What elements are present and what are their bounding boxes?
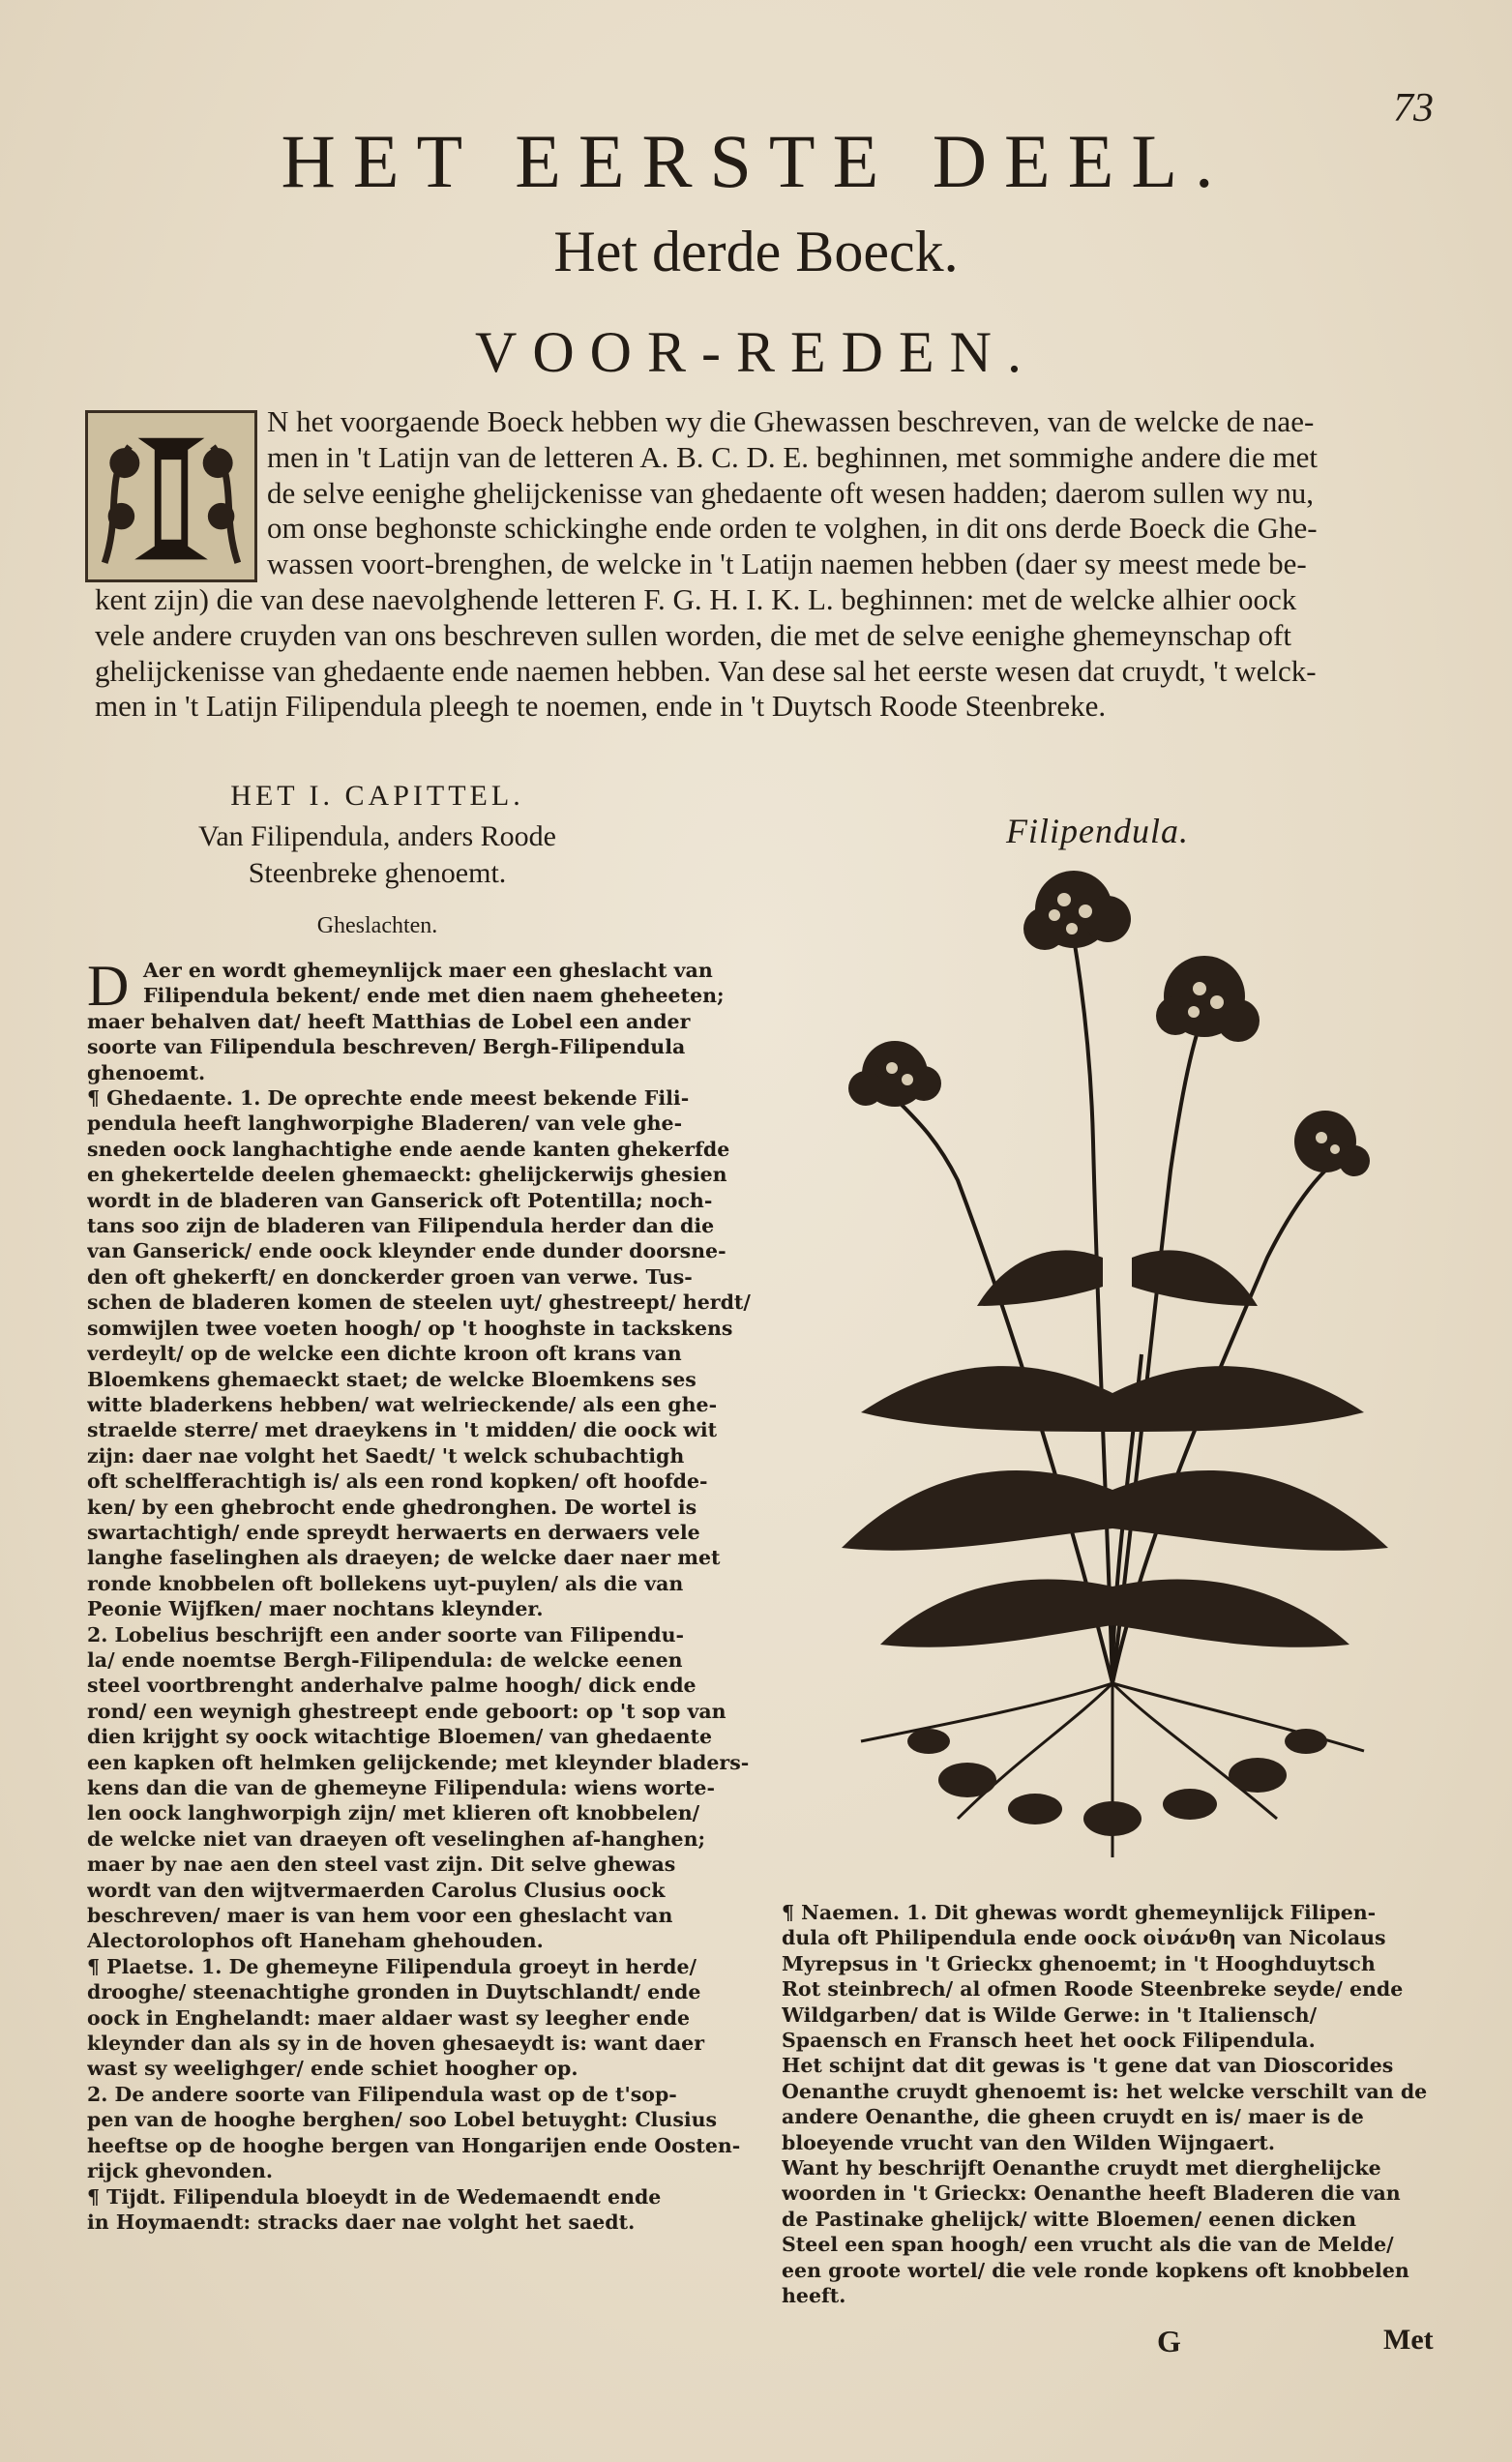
text-line: ¶ Plaetse. 1. De ghemeyne Filipendula groeyt in herde/ [87,1954,697,1978]
text-line: somwijlen twee voeten hoogh/ op 't hooghste in tackskens [87,1316,733,1340]
text-line: wordt in de bladeren van Ganserick oft Potentilla; noch- [87,1188,713,1212]
text-line: 2. Lobelius beschrijft een ander soorte van Filipendu- [87,1622,685,1646]
text-line: kens dan die van de ghemeyne Filipendula: wiens worte- [87,1776,715,1799]
text-line: beschreven/ maer is van hem voor een gheslacht van [87,1904,673,1928]
preface-paragraph [95,404,1459,725]
text-line: de welcke niet van draeyen oft veselinghen af-hanghen; [87,1826,706,1851]
text-line: witte bladerkens hebben/ wat welrieckende/ als een ghe- [87,1392,718,1416]
text-line: Filipendula bekent/ ende met dien naem gheheeten; [143,984,725,1008]
text-line: rond/ een weynigh ghestreept ende geboort: op 't sop van [87,1699,726,1723]
section-title: VOOR-REDEN. [475,320,1037,384]
book-title: Het derde Boeck. [553,220,959,283]
text-line: Peonie Wijfken/ maer nochtans kleynder. [87,1597,544,1621]
text-line: Bloemkens ghemaeckt staet; de welcke Bloemkens ses [87,1367,697,1391]
text-line: Oenanthe cruydt ghenoemt is: het welcke verschilt van de [782,2079,1428,2103]
chapter-title-line: Van Filipendula, anders Roode [198,820,556,852]
chapter-title [0,818,755,892]
text-line: van Ganserick/ ende oock kleynder ende dunder doorsne- [87,1239,726,1263]
text-line: rijck ghevonden. [87,2159,274,2183]
text-line: la/ ende noemtse Bergh-Filipendula: de welcke eenen [87,1647,683,1672]
text-line: Rot steinbrech/ al ofmen Roode Steenbreke seyde/ ende [782,1977,1404,2002]
text-line: ¶ Tijdt. Filipendula bloeydt in de Wedemaendt ende [87,2184,662,2209]
text-line: pen van de hooghe berghen/ soo Lobel betuyght: Clusius [87,2108,718,2132]
filipendula-woodcut-illustration [822,851,1403,1877]
preface-line: kent zijn) die van dese naevolghende letteren F. G. H. I. K. L. beghinnen: met de welcke alhier oock [95,581,1297,616]
text-line: Spaensch en Fransch heet het oock Filipendula. [782,2029,1316,2053]
signature-mark: G [1157,2324,1181,2358]
text-line: wast sy weelighger/ ende schiet hoogher op. [87,2057,578,2081]
text-line: bloeyende vrucht van den Wilden Wijngaert. [782,2130,1275,2154]
text-line: sneden oock langhachtighe ende aende kanten ghekerfde [87,1137,730,1161]
text-line: ghenoemt. [87,1060,206,1084]
chapter-heading: HET I. CAPITTEL. [230,780,524,812]
text-line: Steel een span hoogh/ een vrucht als die van de Melde/ [782,2233,1394,2257]
text-line: zijn: daer nae volght het Saedt/ 't welck schubachtigh [87,1443,685,1468]
text-line: Alectorolophos oft Haneham ghehouden. [87,1929,544,1953]
text-line: wordt van den wijtvermaerden Carolus Clusius oock [87,1878,666,1902]
text-line: langhe faselinghen als draeyen; de welcke daer naer met [87,1546,721,1570]
text-line: en ghekertelde deelen ghemaeckt: ghelijckerwijs ghesien [87,1163,727,1187]
drop-cap-letter: D [87,954,130,1018]
text-line: heeftse op de hooghe bergen van Hongarijen ende Oosten- [87,2133,741,2157]
text-line: een kapken oft helmken gelijckende; met kleynder bladers- [87,1750,750,1774]
preface-line: vele andere cruyden van ons beschreven sullen worden, die met de selve eenighe ghemeynschap oft [95,617,1291,652]
text-line: verdeylt/ op de welcke een dichte kroon oft krans van [87,1342,682,1366]
text-line: dula oft Philipendula ende oock οἰνάνθη van Nicolaus [782,1926,1386,1950]
preface-line: men in 't Latijn van de letteren A. B. C. D. E. beghinnen, met sommighe andere die met [267,439,1319,474]
text-line: ¶ Ghedaente. 1. De oprechte ende meest bekende Fili- [87,1086,690,1111]
figure-caption: Filipendula. [1006,812,1189,850]
page-number: 73 [1393,86,1434,131]
text-line: maer by nae aen den steel vast zijn. Dit selve ghewas [87,1853,676,1877]
text-line: den oft ghekerft/ en donckerder groen van verwe. Tus- [87,1264,693,1289]
text-line: pendula heeft langhworpighe Bladeren/ van vele ghe- [87,1112,683,1136]
text-line: woorden in 't Grieckx: Oenanthe heeft Bladeren die van [782,2181,1401,2206]
text-line: Het schijnt dat dit gewas is 't gene dat van Dioscorides [782,2054,1394,2078]
text-line: oock in Enghelandt: maer aldaer wast sy leegher ende [87,2005,690,2030]
text-line: Want hy beschrijft Oenanthe cruydt met dierghelijcke [782,2156,1381,2180]
preface-line: men in 't Latijn Filipendula pleegh te noemen, ende in 't Duytsch Roode Steenbreke. [95,689,1107,724]
text-line: ¶ Naemen. 1. Dit ghewas wordt ghemeynlijck Filipen- [782,1901,1377,1924]
text-line: maer behalven dat/ heeft Matthias de Lobel een ander [87,1009,691,1033]
text-line: straelde sterre/ met draeykens in 't midden/ die oock wit [87,1418,718,1442]
text-line: heeft. [782,2284,846,2308]
text-line: dien krijght sy oock witachtige Bloemen/ van ghedaente [87,1725,713,1749]
preface-line: de selve eenighe ghelijckenisse van ghedaente oft wesen hadden; daerom sullen wy nu, [267,475,1315,510]
text-line: steel voortbrenght anderhalve palme hoogh/ dick ende [87,1674,697,1698]
text-line: Myrepsus in 't Grieckx ghenoemt; in 't Hooghduytsch [782,1951,1376,1975]
text-line: ronde knobbelen oft bollekens uyt-puylen/ als die van [87,1571,684,1595]
preface-line: wassen voort-brenghen, de welcke in 't Latijn naemen hebben (daer sy meest mede be- [267,547,1307,581]
preface-line: N het voorgaende Boeck hebben wy die Ghewassen beschreven, van de welcke de nae- [267,404,1315,438]
preface-line: om onse beghonste schickinghe ende orden te volghen, in dit ons derde Boeck die Ghe- [267,511,1318,546]
text-line: een groote wortel/ die vele ronde kopkens oft knobbelen [782,2258,1409,2282]
text-line: tans soo zijn de bladeren van Filipendula herder dan die [87,1214,715,1238]
text-line: ken/ by een ghebrocht ende ghedronghen. De wortel is [87,1495,697,1519]
text-line: kleynder dan als sy in de hoven ghesaeydt is: want daer [87,2032,705,2056]
text-line: oft schelfferachtigh is/ als een rond kopken/ oft hoofde- [87,1469,708,1494]
right-column-text [782,1900,1449,2309]
text-line: Aer en wordt ghemeynlijck maer een gheslacht van [143,959,713,982]
left-column-text [87,954,755,2235]
text-line: in Hoymaendt: stracks daer nae volght het saedt. [87,2210,636,2234]
section-label: Gheslachten. [316,913,438,938]
text-line: soorte van Filipendula beschreven/ Bergh-Filipendula [87,1035,686,1059]
preface-line: ghelijckenisse van ghedaente ende naemen hebben. Van dese sal het eerste wesen dat cruydt, 't welck- [95,653,1317,688]
text-line: len oock langhworpigh zijn/ met klieren oft knobbelen/ [87,1801,700,1825]
text-line: drooghe/ steenachtighe gronden in Duytschlandt/ ende [87,1980,701,2004]
text-line: de Pastinake ghelijck/ witte Bloemen/ eenen dicken [782,2207,1357,2231]
text-line: swartachtigh/ ende spreydt herwaerts en derwaers vele [87,1520,700,1544]
text-line: 2. De andere soorte van Filipendula wast op de t'sop- [87,2082,677,2106]
text-line: Wildgarben/ dat is Wilde Gerwe: in 't Italiensch/ [782,2002,1318,2027]
part-title: HET EERSTE DEEL. [281,119,1231,203]
catchword: Met [1383,2324,1434,2356]
chapter-title-line: Steenbreke ghenoemt. [248,857,507,889]
text-line: schen de bladeren komen de steelen uyt/ ghestreept/ herdt/ [87,1290,751,1315]
text-line: andere Oenanthe, die gheen cruydt en is/ maer is de [782,2105,1364,2129]
